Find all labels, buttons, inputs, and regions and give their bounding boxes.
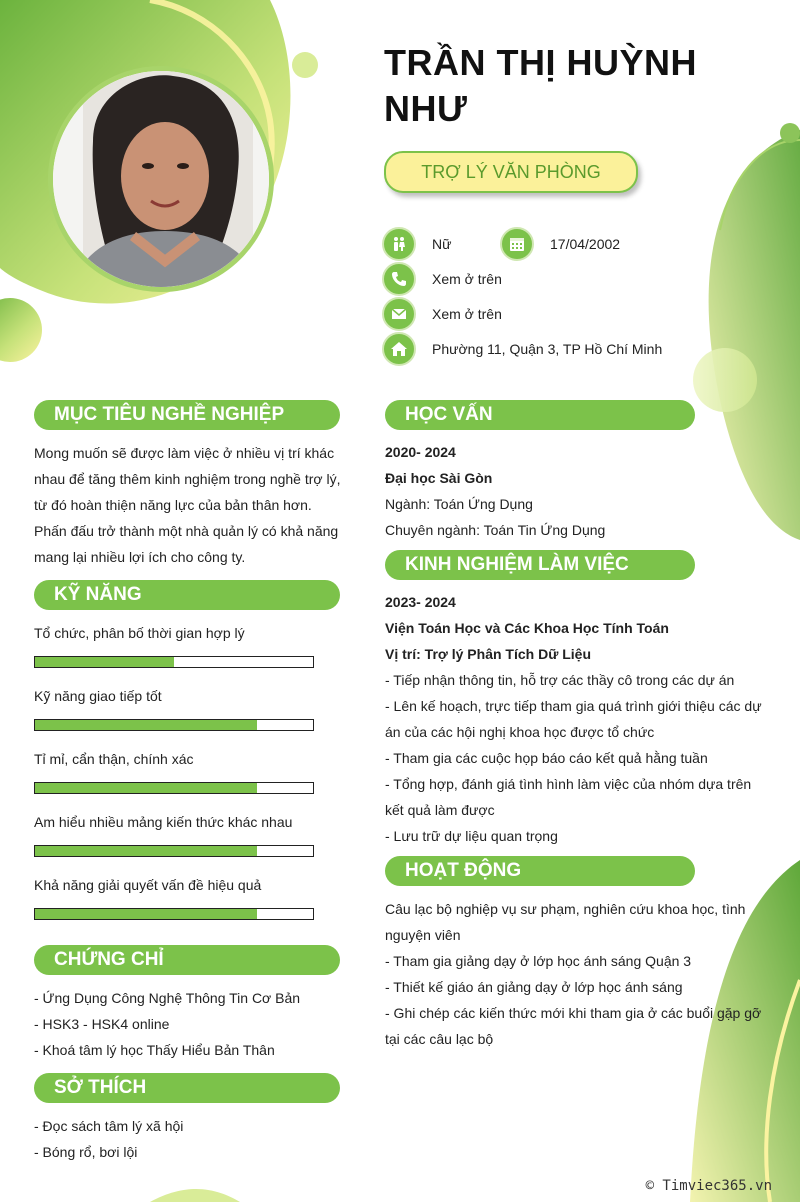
activity-line: nguyện viên xyxy=(385,927,461,943)
objective-line: nhau để tăng thêm kinh nghiệm trong nghề trợ lý, xyxy=(34,471,341,487)
profile-photo xyxy=(48,66,274,292)
section-objective-header: MỤC TIÊU NGHỀ NGHIỆP xyxy=(34,400,340,430)
section-experience-header: KINH NGHIỆM LÀM VIỆC xyxy=(385,550,695,580)
skill-label: Tổ chức, phân bố thời gian hợp lý xyxy=(34,625,245,641)
skill-label: Khả năng giải quyết vấn đề hiệu quả xyxy=(34,877,262,893)
dob-row xyxy=(500,227,620,261)
activity-line: Câu lạc bộ nghiệp vụ sư phạm, nghiên cứu khoa học, tình xyxy=(385,901,746,917)
gender-value: Nữ xyxy=(432,236,452,252)
experience-line: - Lưu trữ dự liệu quan trọng xyxy=(385,828,558,844)
certificate-item: - Ứng Dụng Công Nghệ Thông Tin Cơ Bản xyxy=(34,990,301,1006)
objective-line: Mong muốn sẽ được làm việc ở nhiều vị trí khác xyxy=(34,445,335,461)
skill-bar xyxy=(34,908,314,920)
experience-line: - Lên kế hoạch, trực tiếp tham gia quá trình giới thiệu các dự xyxy=(385,698,762,714)
candidate-name: TRẦN THỊ HUỲNH NHƯ xyxy=(384,42,697,129)
skill-bar-fill xyxy=(35,909,257,919)
gender-row xyxy=(382,227,451,261)
skill-bar xyxy=(34,719,314,731)
experience-line: kết quả làm được xyxy=(385,802,495,818)
email-row xyxy=(382,297,502,331)
skill-bar xyxy=(34,656,314,668)
phone-icon xyxy=(382,262,416,296)
experience-company: Viện Toán Học và Các Khoa Học Tính Toán xyxy=(385,620,669,636)
certificate-item: - HSK3 - HSK4 online xyxy=(34,1016,170,1032)
experience-period: 2023- 2024 xyxy=(385,594,456,610)
certificates-list xyxy=(34,985,354,1063)
section-certificates-header: CHỨNG CHỈ xyxy=(34,945,340,975)
objective-line: Phấn đấu trở thành một nhà quản lý có khả năng xyxy=(34,523,339,539)
objective-text xyxy=(34,440,354,570)
education-major: Ngành: Toán Ứng Dụng xyxy=(385,496,533,512)
calendar-icon xyxy=(500,227,534,261)
education-block xyxy=(385,439,765,543)
objective-line: mang lại nhiều lợi ích cho công ty. xyxy=(34,549,246,565)
activity-line: - Tham gia giảng dạy ở lớp học ánh sáng Quận 3 xyxy=(385,953,692,969)
education-specialization: Chuyên ngành: Toán Tin Ứng Dụng xyxy=(385,522,606,538)
experience-line: - Tham gia các cuộc họp báo cáo kết quả hằng tuần xyxy=(385,750,708,766)
experience-block xyxy=(385,589,780,849)
experience-line: - Tổng hợp, đánh giá tình hình làm việc của nhóm dựa trên xyxy=(385,776,752,792)
education-period: 2020- 2024 xyxy=(385,444,456,460)
activity-line: - Thiết kế giáo án giảng dạy ở lớp học ánh sáng xyxy=(385,979,683,995)
job-title-badge: TRỢ LÝ VĂN PHÒNG xyxy=(384,151,638,193)
skill-bar xyxy=(34,845,314,857)
section-activities-header: HOẠT ĐỘNG xyxy=(385,856,695,886)
gender-icon xyxy=(382,227,416,261)
phone-value: Xem ở trên xyxy=(432,271,502,287)
dob-value: 17/04/2002 xyxy=(550,236,621,252)
hobby-item: - Đọc sách tâm lý xã hội xyxy=(34,1118,184,1134)
hobby-item: - Bóng rổ, bơi lội xyxy=(34,1144,138,1160)
skill-bar-fill xyxy=(35,846,257,856)
skill-bar-fill xyxy=(35,657,174,667)
envelope-icon xyxy=(382,297,416,331)
skill-label: Kỹ năng giao tiếp tốt xyxy=(34,688,162,704)
experience-position: Vị trí: Trợ lý Phân Tích Dữ Liệu xyxy=(385,646,592,662)
watermark: © Timviec365.vn xyxy=(645,1178,772,1194)
section-hobbies-header: SỞ THÍCH xyxy=(34,1073,340,1103)
section-education-header: HỌC VẤN xyxy=(385,400,695,430)
activity-line: - Ghi chép các kiến thức mới khi tham gia ở các buổi gặp gỡ xyxy=(385,1005,762,1021)
activity-line: tại các câu lạc bộ xyxy=(385,1031,494,1047)
skill-bar xyxy=(34,782,314,794)
objective-line: từ đó hoàn thiện năng lực của bản thân hơn. xyxy=(34,497,312,513)
experience-line: án của các hội nghị khoa học được tổ chức xyxy=(385,724,655,740)
phone-row xyxy=(382,262,502,296)
section-skills-header: KỸ NĂNG xyxy=(34,580,340,610)
address-value: Phường 11, Quận 3, TP Hồ Chí Minh xyxy=(432,341,663,357)
certificate-item: - Khoá tâm lý học Thấy Hiểu Bản Thân xyxy=(34,1042,275,1058)
home-icon xyxy=(382,332,416,366)
activities-block xyxy=(385,896,780,1052)
skill-label: Am hiểu nhiều mảng kiến thức khác nhau xyxy=(34,814,293,830)
skill-label: Tỉ mỉ, cẩn thận, chính xác xyxy=(34,751,194,767)
address-row xyxy=(382,332,662,366)
skill-bar-fill xyxy=(35,783,257,793)
experience-line: - Tiếp nhận thông tin, hỗ trợ các thầy cô trong các dự án xyxy=(385,672,735,688)
avatar-illustration xyxy=(53,71,269,287)
email-value: Xem ở trên xyxy=(432,306,502,322)
hobbies-list xyxy=(34,1113,354,1165)
skill-bar-fill xyxy=(35,720,257,730)
education-school: Đại học Sài Gòn xyxy=(385,470,493,486)
